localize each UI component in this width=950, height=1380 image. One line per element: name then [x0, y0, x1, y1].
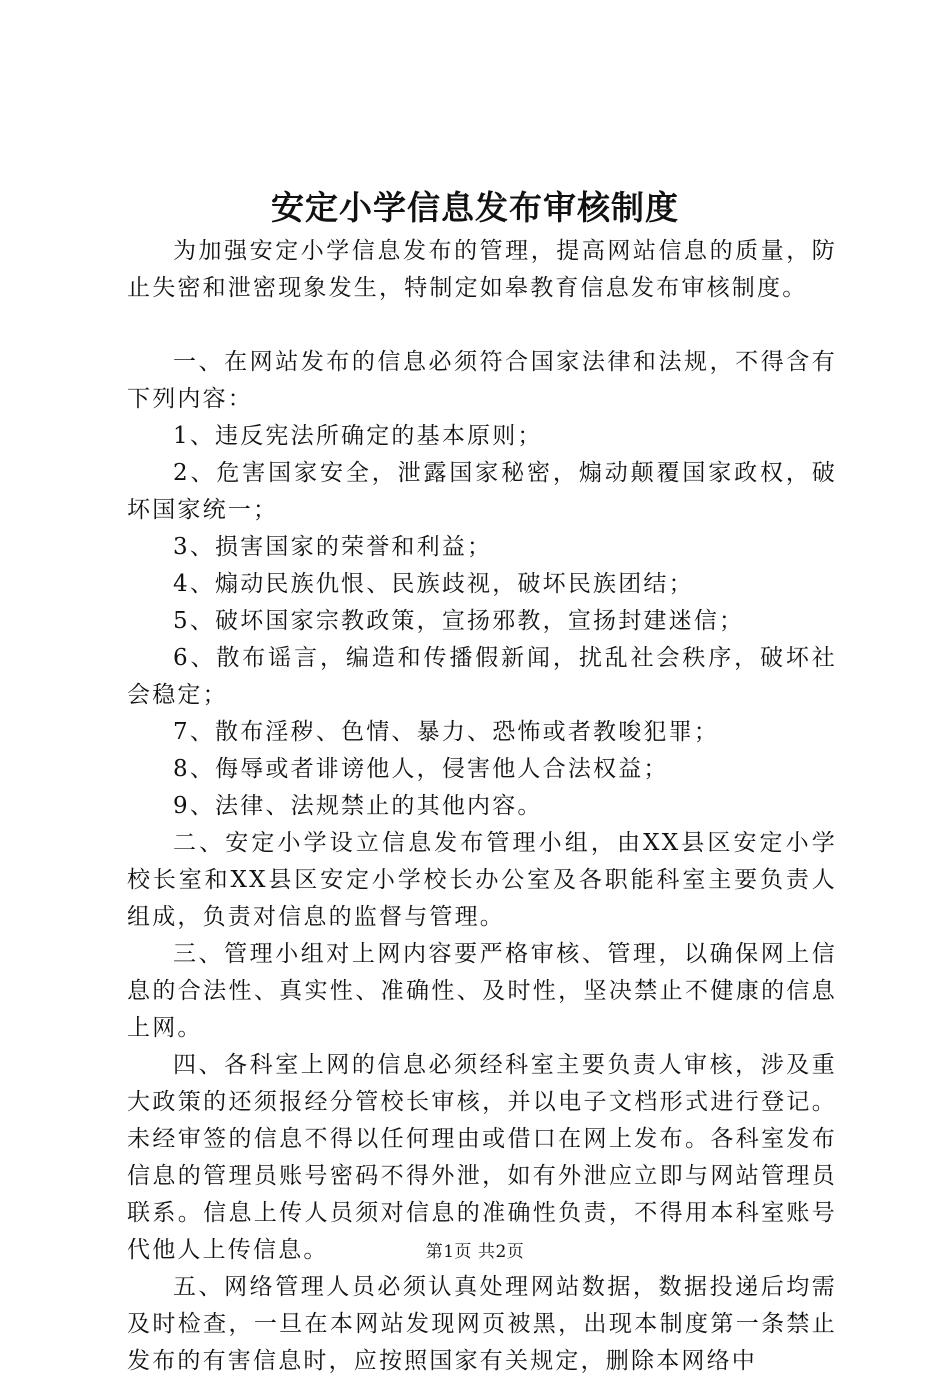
list-item: 1、违反宪法所确定的基本原则； [173, 423, 543, 449]
section-3-paragraph: 三、管理小组对上网内容要严格审核、管理，以确保网上信息的合法性、真实性、准确性、及时性，坚决禁止不健康的信息上网。 [127, 941, 837, 1041]
section-5-paragraph: 五、网络管理人员必须认真处理网站数据，数据投递后均需及时检查，一旦在本网站发现网页被黑，出现本制度第一条禁止发布的有害信息时，应按照国家有关规定，删除本网络中 [127, 1274, 837, 1374]
section-4-paragraph: 四、各科室上网的信息必须经科室主要负责人审核，涉及重大政策的还须报经分管校长审核，并以电子文档形式进行登记。未经审签的信息不得以任何理由或借口在网上发布。各科室发布信息的管理员账号密码不得外泄，如有外泄应立即与网站管理员联系。信息上传人员须对信息的准确性负责，不得用本科室账号代他人上传信息。 [127, 1052, 837, 1263]
section-2-paragraph: 二、安定小学设立信息发布管理小组，由XX县区安定小学校长室和XX县区安定小学校长办公室及各职能科室主要负责人组成，负责对信息的监督与管理。 [127, 830, 837, 930]
page-number-footer: 第1页 共2页 [425, 1242, 525, 1262]
list-item: 3、损害国家的荣誉和利益； [173, 534, 493, 560]
list-item: 9、法律、法规禁止的其他内容。 [173, 793, 543, 819]
list-item: 6、散布谣言，编造和传播假新闻，扰乱社会秩序，破坏社会稳定； [127, 645, 837, 708]
document-title: 安定小学信息发布审核制度 [271, 188, 679, 227]
intro-paragraph: 为加强安定小学信息发布的管理，提高网站信息的质量，防止失密和泄密现象发生，特制定如皋教育信息发布审核制度。 [127, 238, 837, 301]
list-item: 4、煽动民族仇恨、民族歧视，破坏民族团结； [173, 571, 694, 597]
document-body [127, 233, 837, 1380]
list-item: 5、破坏国家宗教政策，宣扬邪教，宣扬封建迷信； [173, 608, 745, 634]
list-item: 2、危害国家安全，泄露国家秘密，煽动颠覆国家政权，破坏国家统一； [127, 460, 837, 523]
section-1-heading: 一、在网站发布的信息必须符合国家法律和法规，不得含有下列内容： [127, 349, 837, 412]
list-item: 7、散布淫秽、色情、暴力、恐怖或者教唆犯罪； [173, 719, 720, 745]
list-item: 8、侮辱或者诽谤他人，侵害他人合法权益； [173, 756, 669, 782]
